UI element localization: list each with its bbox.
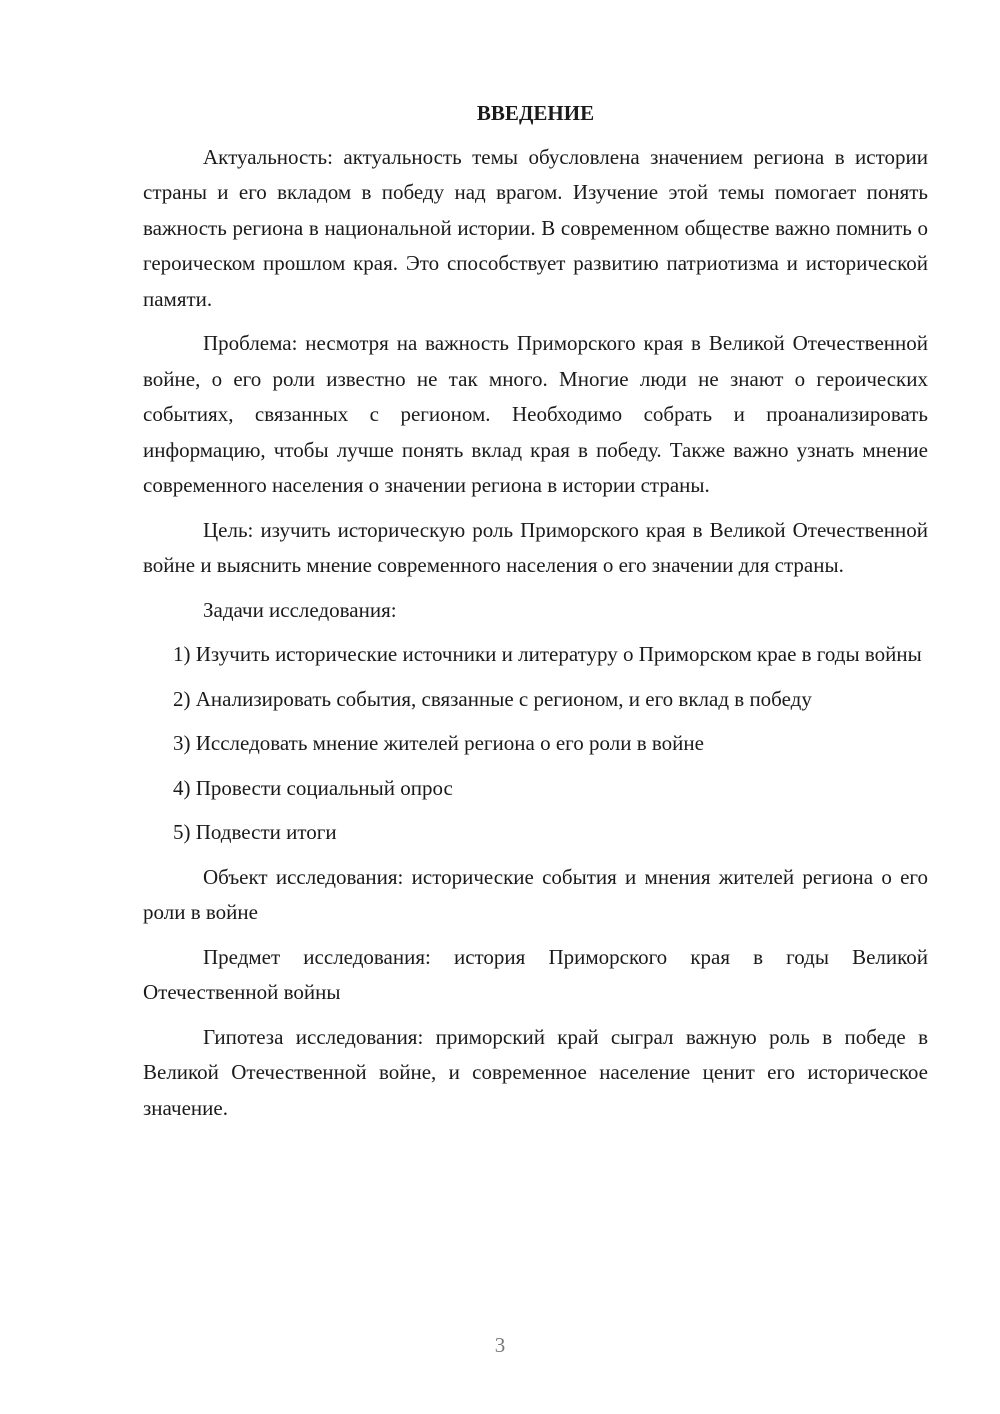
task-item-4: 4) Провести социальный опрос <box>173 775 453 800</box>
paragraph-tasks-heading: Задачи исследования: <box>203 597 397 622</box>
task-item-3: 3) Исследовать мнение жителей региона о его роли в войне <box>173 731 704 755</box>
page-number: 3 <box>494 1333 506 1357</box>
task-item-2: 2) Анализировать события, связанные с регионом, и его вклад в победу <box>173 686 812 711</box>
task-item-1: 1) Изучить исторические источники и литературу о Приморском крае в годы войны <box>173 642 922 666</box>
document-page <box>143 96 928 1135</box>
paragraph-object: Объект исследования: исторические события и мнения жителей региона о его роли в войне <box>143 864 928 924</box>
paragraph-relevance: Актуальность: актуальность темы обусловлена значением региона в истории страны и его вкладом в победу над врагом. Изучение этой темы помогает понять важность региона в национальной истории. В современном обществе важно помнить о героическом прошлом края. Это способствует развитию патриотизма и исторической памяти. <box>143 144 928 311</box>
paragraph-hypothesis: Гипотеза исследования: приморский край сыграл важную роль в победе в Великой Отечественной войне, и современное население ценит его историческое значение. <box>143 1024 928 1120</box>
paragraph-problem: Проблема: несмотря на важность Приморского края в Великой Отечественной войне, о его роли известно не так много. Многие люди не знают о героических событиях, связанных с регионом. Необходимо собрать и проанализировать информацию, чтобы лучше понять вклад края в победу. Также важно узнать мнение современного населения о значении региона в истории страны. <box>143 331 928 497</box>
section-title: ВВЕДЕНИЕ <box>476 101 595 125</box>
task-item-5: 5) Подвести итоги <box>173 820 337 844</box>
paragraph-subject: Предмет исследования: история Приморского края в годы Великой Отечественной войны <box>143 944 928 1004</box>
paragraph-goal: Цель: изучить историческую роль Приморского края в Великой Отечественной войне и выяснить мнение современного населения о его значении для страны. <box>143 517 928 577</box>
